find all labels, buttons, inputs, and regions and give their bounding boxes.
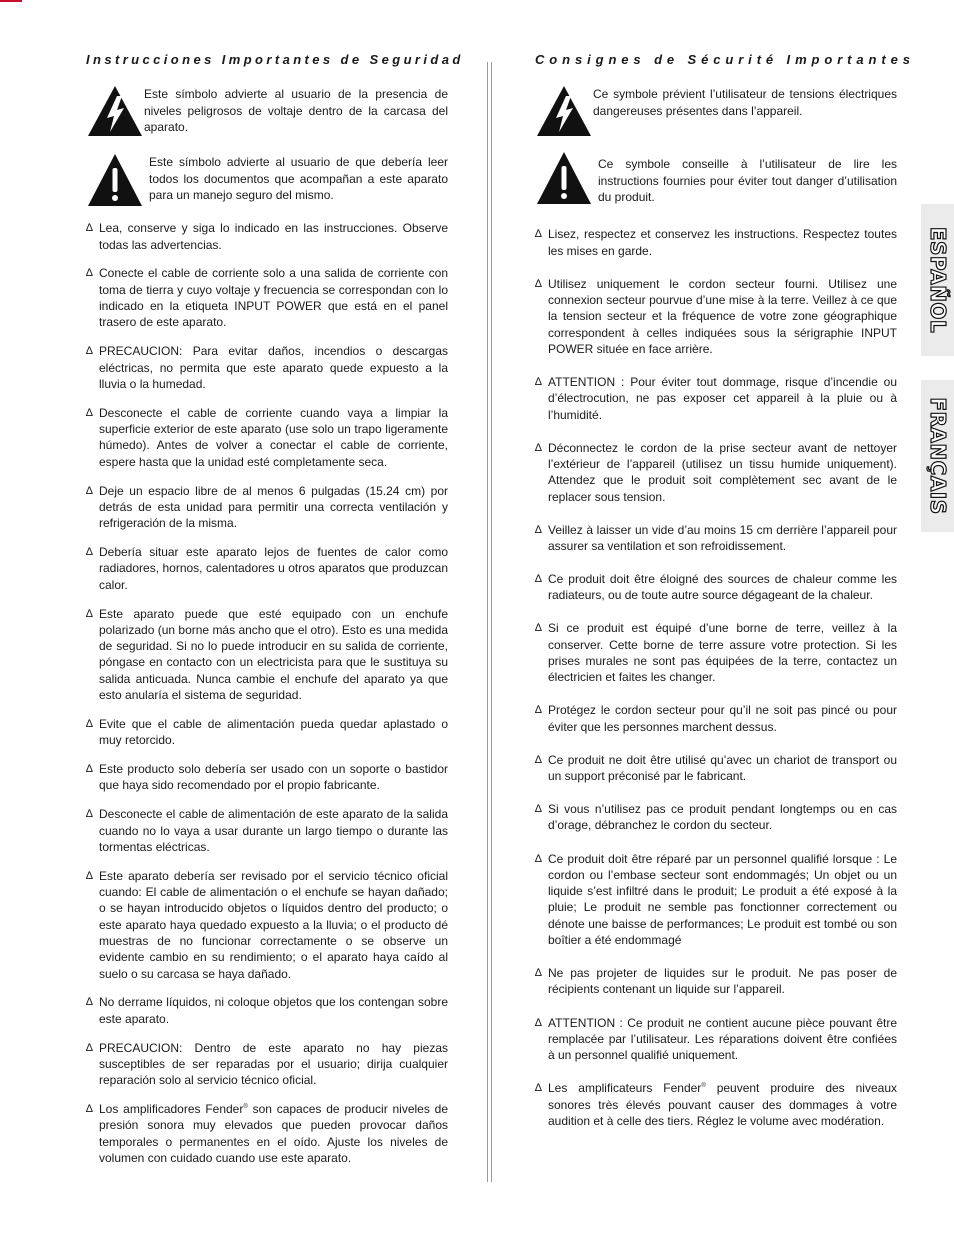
column-divider — [487, 62, 492, 1182]
list-item: ∆ Ce produit doit être réparé par un personnel qualifié lorsque : Le cordon ou l’embase secteur sont endommagés; Un objet ou un liquide s’est infiltré dans le produit; Le produit a été exposé à la pluie; Le produit ne semble pas fonctionner correctement ou dénote une baisse de performances; Le produit est tombé ou son boîtier a été endommagé — [535, 851, 897, 948]
list-item: ∆ Lisez, respectez et conservez les instructions. Respectez toutes les mises en garde. — [535, 227, 897, 258]
spanish-lightning-text: Este símbolo advierte al usuario de la presencia de niveles peligrosos de voltaje dentro de la carcasa del aparato. — [144, 87, 448, 134]
triangle-bullet-icon: ∆ — [535, 753, 542, 766]
triangle-bullet-icon: ∆ — [535, 277, 542, 290]
triangle-bullet-icon: ∆ — [86, 1041, 93, 1054]
list-item: ∆ Debería situar este aparato lejos de fuentes de calor como radiadores, hornos, calentadores u otros aparatos que produzcan calor. — [86, 545, 448, 592]
triangle-bullet-icon: ∆ — [535, 967, 542, 980]
spanish-exclamation-text: Este símbolo advierte al usuario de que debería leer todos los documentos que acompañan a este aparato para un manejo seguro del mismo. — [149, 155, 448, 202]
list-item: ∆ Evite que el cable de alimentación pueda quedar aplastado o muy retorcido. — [86, 716, 448, 748]
list-item: ∆ Desconecte el cable de corriente cuando vaya a limpiar la superficie exterior de este aparato (use solo un trapo ligeramente húmedo). Antes de volver a conectar el cable de corriente, espere hasta que la unidad esté completamente seca. — [86, 405, 448, 469]
list-item: ∆ Protégez le cordon secteur pour qu’il ne soit pas pincé ou pour éviter que les personnes marchent dessus. — [535, 703, 897, 734]
list-item: ∆ Ce produit doit être éloigné des sources de chaleur comme les radiateurs, ou de toute autre source dégageant de la chaleur. — [535, 572, 897, 603]
spanish-column — [86, 52, 464, 1179]
list-item: ∆ Les amplificateurs Fender® peuvent produire des niveaux sonores très élevés pouvant causer des dommages à votre audition et à celle des tiers. Réglez le volume avec modération. — [535, 1081, 897, 1128]
spanish-safety-list — [86, 220, 448, 1166]
exclamation-warning-icon — [535, 150, 593, 206]
french-exclamation-symbol — [535, 150, 897, 226]
triangle-bullet-icon: ∆ — [535, 523, 542, 536]
triangle-bullet-icon: ∆ — [535, 1016, 542, 1029]
triangle-bullet-icon: ∆ — [535, 1082, 542, 1095]
exclamation-warning-icon — [86, 152, 144, 208]
spanish-lightning-symbol — [86, 84, 448, 154]
triangle-bullet-icon: ∆ — [86, 808, 93, 821]
triangle-bullet-icon: ∆ — [535, 441, 542, 454]
list-item: ∆ ATTENTION : Ce produit ne contient aucune pièce pouvant être remplacée par l’utilisateur. Les réparations doivent être confiées à un personnel qualifié uniquement. — [535, 1015, 897, 1063]
tab-francais[interactable] — [921, 380, 954, 532]
triangle-bullet-icon: ∆ — [535, 704, 542, 717]
list-item: ∆ ATTENTION : Pour éviter tout dommage, risque d’incendie ou d’électrocution, ne pas exposer cet appareil à la pluie ou à l’humidité. — [535, 374, 897, 422]
list-item: ∆ PRECAUCION: Dentro de este aparato no hay piezas susceptibles de ser reparadas por el usuario; dirija cualquier reparación solo al servicio técnico oficial. — [86, 1040, 448, 1088]
triangle-bullet-icon: ∆ — [86, 267, 93, 280]
list-item: ∆ Si vous n’utilisez pas ce produit pendant longtemps ou en cas d’orage, débranchez le cordon du secteur. — [535, 802, 897, 833]
triangle-bullet-icon: ∆ — [86, 763, 93, 776]
list-item: ∆ Desconecte el cable de alimentación de este aparato de la salida cuando no lo vaya a usar durante un largo tiempo o durante las tormentas eléctricas. — [86, 807, 448, 854]
french-lightning-text: Ce symbole prévient l’utilisateur de tensions électriques dangereuses présentes dans l’appareil. — [593, 87, 897, 118]
triangle-bullet-icon: ∆ — [86, 607, 93, 620]
triangle-bullet-icon: ∆ — [535, 622, 542, 635]
electric-shock-warning-icon — [535, 84, 593, 138]
triangle-bullet-icon: ∆ — [535, 852, 542, 865]
triangle-bullet-icon: ∆ — [86, 1103, 93, 1116]
list-item: ∆ Lea, conserve y siga lo indicado en las instrucciones. Observe todas las advertencias. — [86, 221, 448, 252]
list-item: ∆ Ne pas projeter de liquides sur le produit. Ne pas poser de récipients contenant un liquide sur l’appareil. — [535, 966, 897, 997]
list-item: ∆ Este aparato puede que esté equipado con un enchufe polarizado (un borne más ancho que el otro). Esto es una medida de seguridad. Si no lo puede introducir en su salida de corriente, póngase en contacto con un electricista para que le sustituya su salida anticuada. Nunca cambie el enchufe del aparato ya que esto anularía el sistema de seguridad. — [86, 606, 448, 702]
list-item: ∆ Deje un espacio libre de al menos 6 pulgadas (15.24 cm) por detrás de esta unidad para permitir una correcta ventilación y refrigeración de la misma. — [86, 483, 448, 531]
triangle-bullet-icon: ∆ — [86, 717, 93, 730]
triangle-bullet-icon: ∆ — [535, 228, 542, 241]
triangle-bullet-icon: ∆ — [86, 546, 93, 559]
list-item: ∆ Este aparato debería ser revisado por el servicio técnico oficial cuando: El cable de alimentación o el enchufe se hayan dañado; o se hayan introducido objetos o líquidos dentro del producto; o este aparato haya quedado expuesto a la lluvia; o el producto dé muestras de no funcionar correctamente o se observe un evidente cambio en su rendimiento; o el aparato haya caído al suelo o su carcasa se haya dañado. — [86, 868, 448, 981]
list-item: ∆ Utilisez uniquement le cordon secteur fourni. Utilisez une connexion secteur pourvue d’une mise à la terre. Veillez à ce que la tension secteur et la fréquence de votre zone géographique correspondent à celles indiquées sous la sérigraphie INPUT POWER située en face arrière. — [535, 276, 897, 356]
triangle-bullet-icon: ∆ — [86, 869, 93, 882]
list-item: ∆ Si ce produit est équipé d’une borne de terre, veillez à la conserver. Cette borne de terre assure votre protection. Si les prises murales ne sont pas équipées de la terre, contactez un électricien et faites les changer. — [535, 621, 897, 685]
registered-mark: ® — [701, 1083, 706, 1090]
triangle-bullet-icon: ∆ — [86, 996, 93, 1009]
french-heading: Consignes de Sécurité Importantes — [535, 52, 915, 67]
list-item: ∆ Veillez à laisser un vide d’au moins 15 cm derrière l’appareil pour assurer sa ventilation et son refroidissement. — [535, 522, 897, 553]
french-lightning-symbol — [535, 84, 897, 150]
triangle-bullet-icon: ∆ — [535, 375, 542, 388]
triangle-bullet-icon: ∆ — [86, 406, 93, 419]
tab-francais-label: FRANÇAIS — [925, 397, 950, 515]
triangle-bullet-icon: ∆ — [86, 345, 93, 358]
tab-espanol-label: ESPAÑOL — [925, 226, 950, 334]
triangle-bullet-icon: ∆ — [535, 803, 542, 816]
list-item: ∆ No derrame líquidos, ni coloque objetos que los contengan sobre este aparato. — [86, 995, 448, 1026]
corner-crop-mark — [0, 0, 22, 2]
list-item: ∆ Ce produit ne doit être utilisé qu’avec un chariot de transport ou un support préconisé par le fabricant. — [535, 752, 897, 784]
registered-mark: ® — [243, 1104, 248, 1111]
list-item: ∆ Déconnectez le cordon de la prise secteur avant de nettoyer l’extérieur de l’appareil (utilisez un tissu humide uniquement). Attendez que le produit soit complètement sec avant de le replacer sous tension. — [535, 440, 897, 504]
list-item: ∆ PRECAUCION: Para evitar daños, incendios o descargas eléctricas, no permita que este aparato quede expuesto a la lluvia o la humedad. — [86, 344, 448, 391]
list-item: ∆ Los amplificadores Fender® son capaces de producir niveles de presión sonora muy elevados que pueden provocar daños temporales o permanentes en el oído. Ajuste los niveles de volumen con cuidado cuando use este aparato. — [86, 1102, 449, 1165]
electric-shock-warning-icon — [86, 84, 144, 138]
french-safety-list — [535, 226, 897, 1129]
spanish-heading: Instrucciones Importantes de Seguridad — [86, 52, 464, 67]
spanish-exclamation-symbol — [86, 152, 448, 220]
tab-espanol[interactable] — [921, 204, 954, 356]
triangle-bullet-icon: ∆ — [535, 573, 542, 586]
list-item: ∆ Conecte el cable de corriente solo a una salida de corriente con toma de tierra y cuyo voltaje y frecuencia se correspondan con lo indicado en la etiqueta INPUT POWER que está en el panel trasero de este aparato. — [86, 266, 448, 330]
french-exclamation-text: Ce symbole conseille à l’utilisateur de lire les instructions fournies pour éviter tout danger d’utilisation du produit. — [598, 157, 897, 204]
triangle-bullet-icon: ∆ — [86, 222, 93, 235]
triangle-bullet-icon: ∆ — [86, 484, 93, 497]
french-column — [535, 52, 915, 1146]
list-item: ∆ Este producto solo debería ser usado con un soporte o bastidor que haya sido recomendado por el propio fabricante. — [86, 762, 448, 793]
